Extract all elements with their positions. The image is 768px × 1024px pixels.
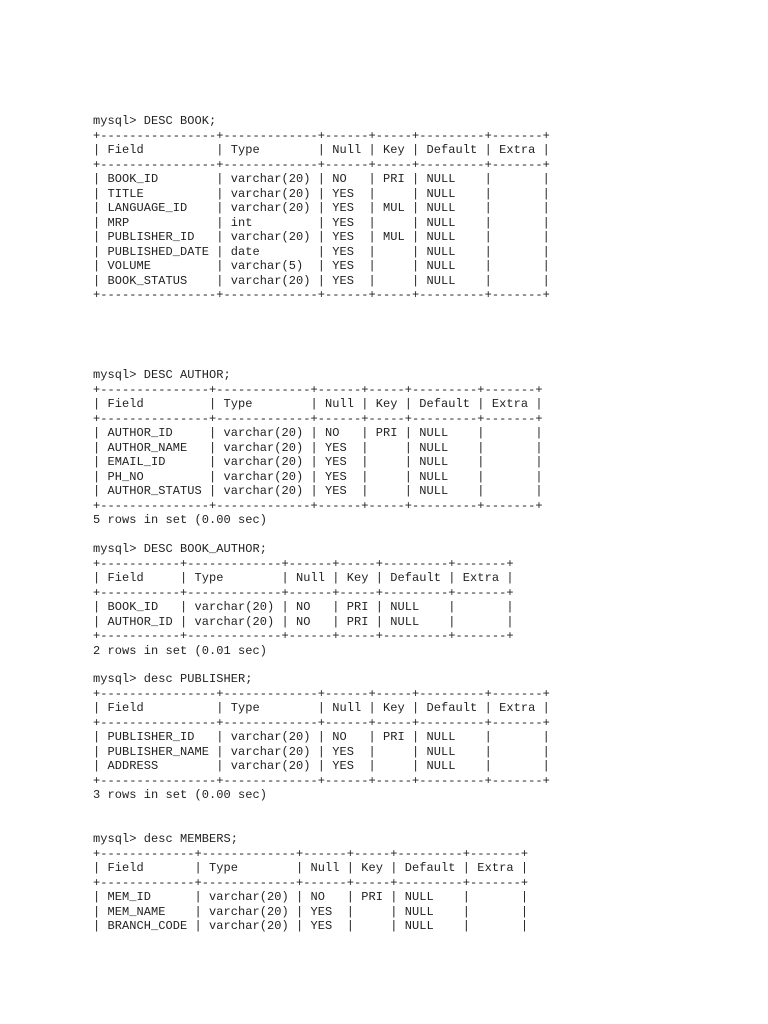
table-row: | BOOK_ID | varchar(20) | NO | PRI | NULL | | xyxy=(93,172,550,186)
table-row: | BOOK_STATUS | varchar(20) | YES | | NULL | | xyxy=(93,273,550,288)
table-header-row: | Field | Type | Null | Key | Default | Extra | xyxy=(93,861,529,875)
desc-book-output xyxy=(93,114,550,303)
table-row: | EMAIL_ID | varchar(20) | YES | | NULL | | xyxy=(93,455,543,469)
table-border: +-------------+-------------+------+-----+---------+-------+ xyxy=(93,846,529,861)
table-border: +----------------+-------------+------+-----+---------+-------+ xyxy=(93,773,550,788)
table-header-row: | Field | Type | Null | Key | Default | Extra | xyxy=(93,397,543,411)
command-line: mysql> DESC BOOK_AUTHOR; xyxy=(93,542,268,556)
table-row: | AUTHOR_NAME | varchar(20) | YES | | NULL | | xyxy=(93,440,543,455)
desc-members-output xyxy=(93,832,528,934)
command-line: mysql> desc PUBLISHER; xyxy=(93,672,253,686)
table-border: +-------------+-------------+------+-----+---------+-------+ xyxy=(93,875,529,890)
table-row: | ADDRESS | varchar(20) | YES | | NULL | | xyxy=(93,759,550,773)
table-row: | AUTHOR_ID | varchar(20) | NO | PRI | NULL | | xyxy=(93,614,514,629)
desc-publisher-output xyxy=(93,672,550,803)
table-row: | MEM_NAME | varchar(20) | YES | | NULL | | xyxy=(93,904,529,919)
rows-summary: 5 rows in set (0.00 sec) xyxy=(93,513,268,527)
table-row: | AUTHOR_ID | varchar(20) | NO | PRI | NULL | | xyxy=(93,426,543,440)
table-row: | TITLE | varchar(20) | YES | | NULL | | xyxy=(93,186,550,201)
table-border: +----------------+-------------+------+-----+---------+-------+ xyxy=(93,686,550,701)
table-row: | BRANCH_CODE | varchar(20) | YES | | NULL | | xyxy=(93,919,529,933)
table-border: +----------------+-------------+------+-----+---------+-------+ xyxy=(93,288,550,302)
command-line: mysql> DESC BOOK; xyxy=(93,114,217,128)
table-row: | PUBLISHER_ID | varchar(20) | YES | MUL | NULL | | xyxy=(93,230,550,244)
table-border: +---------------+-------------+------+-----+---------+-------+ xyxy=(93,382,543,397)
command-line: mysql> desc MEMBERS; xyxy=(93,832,239,846)
table-border: +----------------+-------------+------+-----+---------+-------+ xyxy=(93,157,550,172)
rows-summary: 2 rows in set (0.01 sec) xyxy=(93,643,268,658)
table-border: +-----------+-------------+------+-----+---------+-------+ xyxy=(93,556,514,571)
desc-author-output xyxy=(93,368,543,528)
table-row: | VOLUME | varchar(5) | YES | | NULL | | xyxy=(93,259,550,273)
table-row: | MEM_ID | varchar(20) | NO | PRI | NULL | | xyxy=(93,890,529,904)
table-header-row: | Field | Type | Null | Key | Default | Extra | xyxy=(93,143,550,157)
desc-book-author-output xyxy=(93,542,514,658)
table-row: | AUTHOR_STATUS | varchar(20) | YES | | NULL | | xyxy=(93,484,543,498)
table-header-row: | Field | Type | Null | Key | Default | Extra | xyxy=(93,701,550,715)
table-border: +---------------+-------------+------+-----+---------+-------+ xyxy=(93,411,543,426)
table-row: | MRP | int | YES | | NULL | | xyxy=(93,215,550,230)
command-line: mysql> DESC AUTHOR; xyxy=(93,368,231,382)
table-border: +-----------+-------------+------+-----+---------+-------+ xyxy=(93,629,514,643)
table-row: | PUBLISHED_DATE | date | YES | | NULL | | xyxy=(93,244,550,259)
table-border: +----------------+-------------+------+-----+---------+-------+ xyxy=(93,128,550,143)
table-header-row: | Field | Type | Null | Key | Default | Extra | xyxy=(93,571,514,585)
table-border: +-----------+-------------+------+-----+---------+-------+ xyxy=(93,585,514,600)
table-row: | PUBLISHER_ID | varchar(20) | NO | PRI | NULL | | xyxy=(93,730,550,744)
rows-summary: 3 rows in set (0.00 sec) xyxy=(93,788,268,802)
table-row: | PUBLISHER_NAME | varchar(20) | YES | | NULL | | xyxy=(93,744,550,759)
table-border: +---------------+-------------+------+-----+---------+-------+ xyxy=(93,498,543,513)
table-row: | BOOK_ID | varchar(20) | NO | PRI | NULL | | xyxy=(93,600,514,614)
table-border: +----------------+-------------+------+-----+---------+-------+ xyxy=(93,715,550,730)
table-row: | LANGUAGE_ID | varchar(20) | YES | MUL | NULL | | xyxy=(93,201,550,215)
table-row: | PH_NO | varchar(20) | YES | | NULL | | xyxy=(93,469,543,484)
